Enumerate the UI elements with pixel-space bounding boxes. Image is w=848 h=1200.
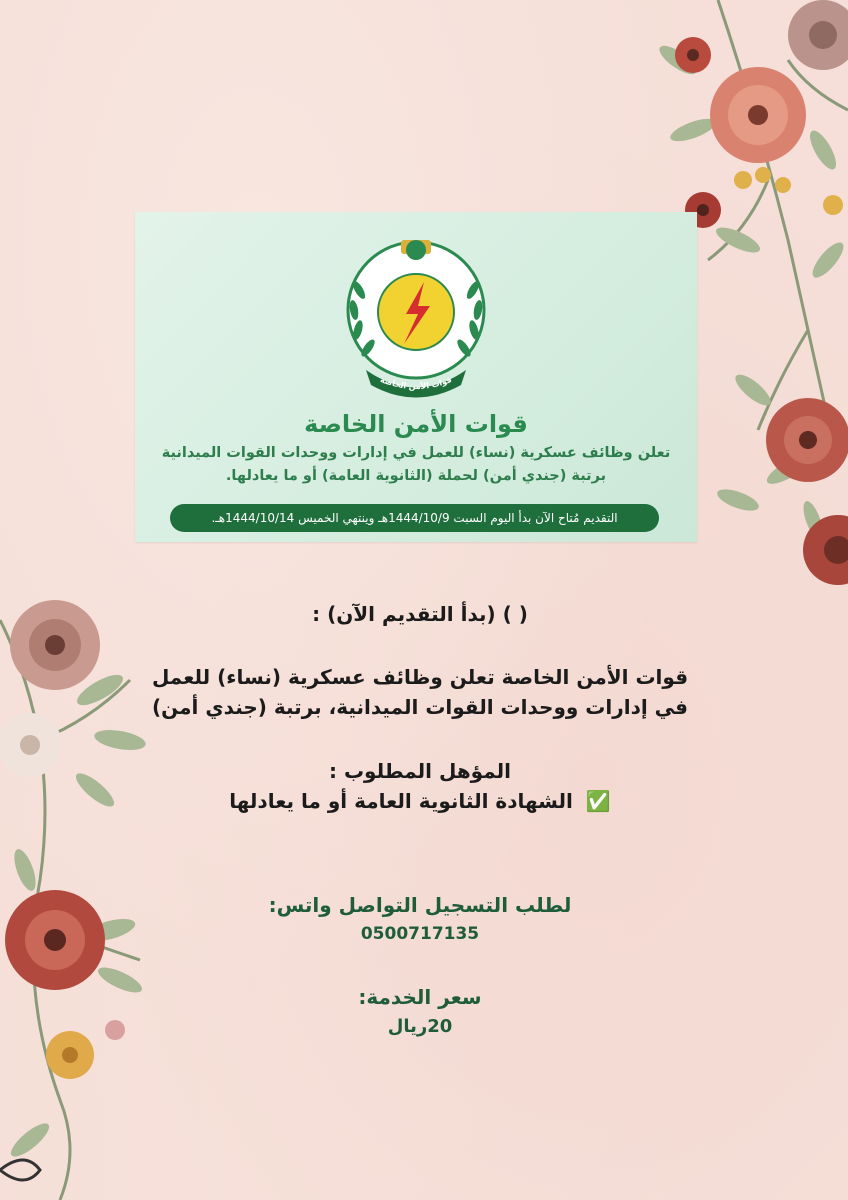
announcement-line-1: قوات الأمن الخاصة تعلن وظائف عسكرية (نساء) للعمل bbox=[151, 665, 689, 689]
check-mark-icon: ✅ bbox=[585, 789, 611, 813]
flower-yellow bbox=[46, 1020, 125, 1079]
flower-red-large bbox=[5, 890, 105, 990]
application-start-heading: ( ) (بدأ التقديم الآن) : bbox=[312, 602, 528, 626]
whatsapp-phone-number[interactable]: 0500717135 bbox=[360, 924, 480, 944]
emblem-ribbon-text: قوات الأمن الخاصة bbox=[378, 375, 454, 392]
bow bbox=[0, 1160, 40, 1180]
flower-white bbox=[0, 713, 62, 777]
qualification-label: المؤهل المطلوب : bbox=[328, 759, 511, 783]
announcement-line-2: في إدارات ووحدات القوات الميدانية، برتبة (جندي أمن) bbox=[151, 695, 689, 719]
flower-dusty-rose bbox=[10, 600, 100, 690]
flower-large-2 bbox=[766, 398, 848, 482]
application-dates-text: التقديم مُتاح الآن بدأ اليوم السبت 1444/10/9هـ وينتهي الخميس 1444/10/14هـ. bbox=[211, 511, 618, 525]
flower-dusty-rose bbox=[788, 0, 848, 70]
registration-contact-label: لطلب التسجيل التواصل واتس: bbox=[268, 893, 572, 917]
banner-description-line-1: تعلن وظائف عسكرية (نساء) للعمل في إدارات ووحدات القوات الميدانية bbox=[161, 445, 671, 461]
announcement-banner bbox=[135, 212, 697, 542]
application-dates-pill bbox=[170, 504, 659, 532]
service-price-label: سعر الخدمة: bbox=[358, 985, 482, 1009]
flower-large-1 bbox=[710, 67, 806, 163]
qualification-value: الشهادة الثانوية العامة أو ما يعادلها bbox=[229, 789, 573, 813]
announcement-text bbox=[140, 662, 700, 722]
banner-title: قوات الأمن الخاصة bbox=[304, 410, 528, 438]
qualification-item bbox=[140, 789, 700, 813]
service-price-value: 20ريال bbox=[387, 1016, 453, 1037]
floral-decoration-left bbox=[0, 540, 180, 1200]
flower-small-1 bbox=[675, 37, 711, 73]
banner-description-line-2: برتبة (جندي أمن) لحملة (الثانوية العامة) أو ما يعادلها. bbox=[225, 468, 607, 484]
special-security-forces-emblem bbox=[326, 230, 506, 410]
